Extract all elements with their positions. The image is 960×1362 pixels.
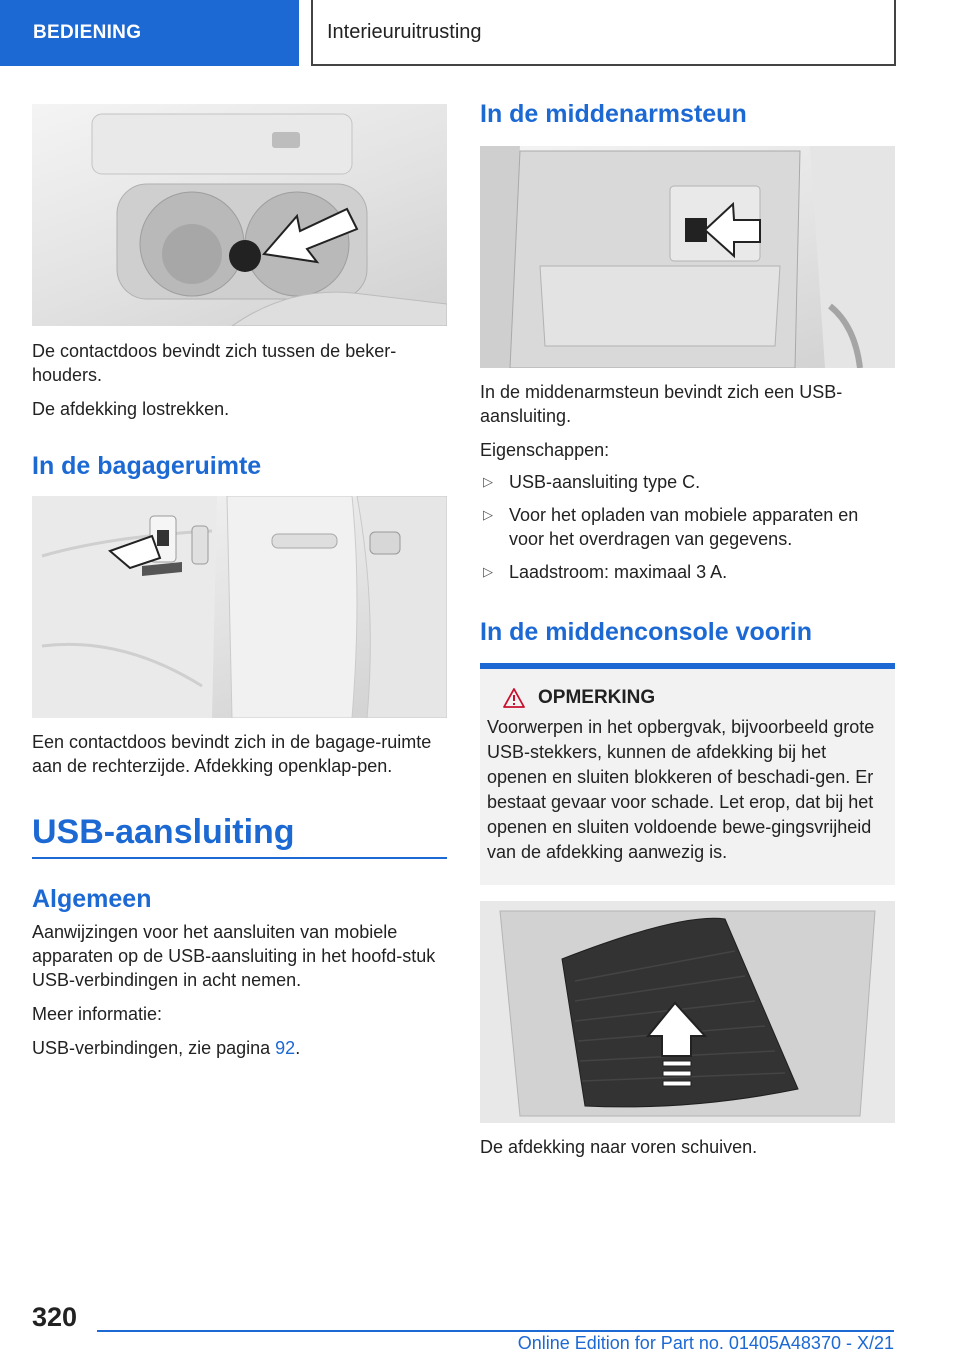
more-info-label: Meer informatie:: [32, 1004, 163, 1024]
console-cover-photo: [480, 901, 895, 1123]
edition-footer: Online Edition for Part no. 01405A48370 - X/21: [517, 1333, 894, 1353]
heading-bagageruimte: In de bagageruimte: [32, 452, 262, 480]
reference-text: USB-verbindingen, zie pagina: [32, 1038, 276, 1058]
properties-list: [480, 470, 895, 584]
cover-pull-text: De afdekking lostrekken.: [32, 399, 230, 419]
console-cover-illustration: [480, 901, 895, 1123]
armrest-usb-photo: [480, 146, 895, 368]
luggage-text: Een contactdoos bevindt zich in de bagage-ruimte aan de rechterzijde. Afdekking openklap-pen.: [32, 732, 432, 776]
reference-period: .: [295, 1038, 301, 1058]
bullet-triangle-icon: ▷: [483, 564, 493, 579]
list-item: [480, 560, 895, 584]
cover-slide-text: De afdekking naar voren schuiven.: [480, 1137, 758, 1157]
algemeen-text: Aanwijzingen voor het aansluiten van mobiele apparaten op de USB-aansluiting in het hoofd-stuk USB-verbindingen in acht nemen.: [32, 922, 436, 990]
luggage-socket-photo: [32, 496, 447, 718]
notice-header: [487, 687, 883, 709]
page-number: 320: [32, 1302, 78, 1332]
bullet-triangle-icon: ▷: [483, 474, 493, 489]
heading-usb: USB-aansluiting: [32, 813, 295, 851]
luggage-illustration: [32, 496, 447, 718]
chapter-title: Interieuruitrusting: [311, 0, 896, 66]
usb-heading-rule: [32, 857, 447, 859]
usb-reference: [32, 1036, 447, 1060]
left-column: [32, 104, 447, 1060]
list-item-text: Laadstroom: maximaal 3 A.: [509, 562, 728, 582]
properties-label: Eigenschappen:: [480, 440, 610, 460]
bullet-triangle-icon: ▷: [483, 507, 493, 522]
notice-text: Voorwerpen in het opbergvak, bijvoorbeeld grote USB-stekkers, kunnen de afdekking bij het openen en sluiten blokkeren of beschadi-gen. Er bestaat gevaar voor schade. Let erop, dat bij het openen en sluiten voldoende bewe-gingsvrijheid van de afdekking aanwezig is.: [487, 717, 875, 862]
section-tab: BEDIENING: [0, 0, 299, 66]
notice-box: [480, 663, 895, 885]
list-item: [480, 470, 895, 494]
footer-rule: [97, 1330, 894, 1332]
warning-triangle-icon: [503, 688, 525, 708]
notice-title: OPMERKING: [538, 687, 656, 708]
armrest-illustration: [480, 146, 895, 368]
list-item-text: USB-aansluiting type C.: [509, 472, 701, 492]
heading-middenconsole: In de middenconsole voorin: [480, 618, 812, 646]
list-item-text: Voor het opladen van mobiele apparaten en voor het overdragen van gegevens.: [509, 505, 859, 549]
page-link-92[interactable]: 92: [275, 1038, 296, 1058]
armrest-text: In de middenarmsteun bevindt zich een USB-aansluiting.: [480, 382, 843, 426]
cupholder-socket-photo: [32, 104, 447, 326]
right-column: [480, 100, 895, 1159]
heading-middenarmsteun: In de middenarmsteun: [480, 100, 747, 128]
cupholder-illustration: [32, 104, 447, 326]
cupholder-text: De contactdoos bevindt zich tussen de beker-houders.: [32, 341, 397, 385]
heading-algemeen: Algemeen: [32, 885, 152, 913]
list-item: [480, 503, 895, 551]
